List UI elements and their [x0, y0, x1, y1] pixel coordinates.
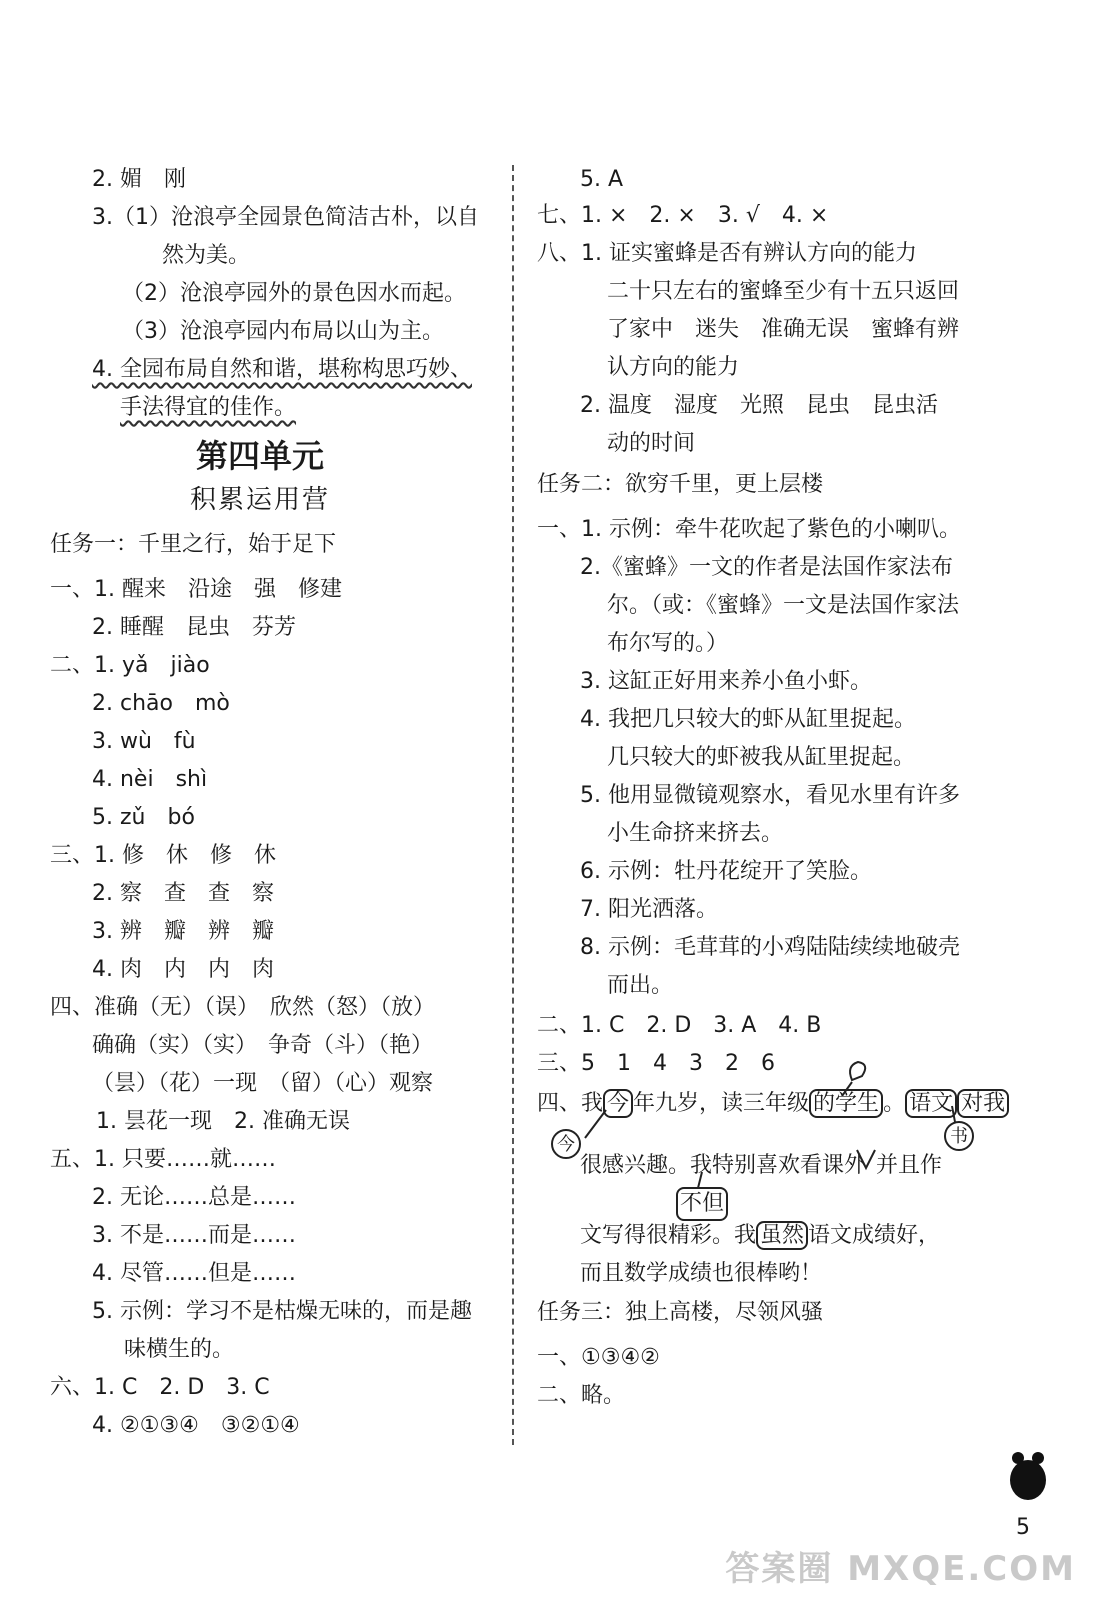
text-line: 五、1. 只要……就……	[50, 1147, 276, 1172]
text-line: （3）沧浪亭园内布局以山为主。	[122, 319, 444, 344]
text-line: 3. wù fù	[92, 729, 196, 754]
text-line: 认方向的能力	[607, 355, 740, 380]
text-line: 八、1. 证实蜜蜂是否有辨认方向的能力	[537, 241, 917, 266]
text-line: 2. 察 查 查 察	[92, 881, 274, 906]
text-line: 布尔写的。）	[607, 631, 729, 656]
text-line: 三、5 1 4 3 2 6	[537, 1051, 775, 1076]
text-line: 4. 肉 内 内 肉	[92, 957, 274, 982]
boxed-error: 虽然	[756, 1221, 808, 1250]
text-line: 4. ②①③④ ③②①④	[92, 1413, 300, 1438]
text-line: 了家中 迷失 准确无误 蜜蜂有辨	[607, 317, 960, 342]
text-line: 4. 尽管……但是……	[92, 1261, 296, 1286]
text-line: 一、1. 示例：牵牛花吹起了紫色的小喇叭。	[537, 517, 961, 542]
watermark: 答案圈 MXQE.COM	[725, 1549, 1076, 1589]
text-segment: 四、我	[537, 1091, 604, 1116]
text-segment: 年九岁，读三年级	[633, 1091, 810, 1116]
text-line: 六、1. C 2. D 3. C	[50, 1375, 270, 1400]
inserted-word: 不但	[676, 1187, 728, 1221]
text-line: 一、1. 醒来 沿途 强 修建	[50, 577, 342, 602]
text-line: 2. chāo mò	[92, 691, 230, 716]
text-line: 一、①③④②	[537, 1345, 660, 1370]
text-line: 5. A	[580, 167, 624, 192]
text-line: 2. 睡醒 昆虫 芬芳	[92, 615, 296, 640]
text-line: 确确（实）（实） 争奇（斗）（艳）	[92, 1033, 434, 1058]
correction-circle: 书	[944, 1121, 974, 1151]
text-segment: 并且作	[876, 1153, 943, 1178]
boxed-error: 对我	[957, 1089, 1009, 1118]
text-line: 七、1. × 2. × 3. √ 4. ×	[537, 203, 829, 228]
task-heading: 任务三：独上高楼，尽领风骚	[537, 1300, 824, 1325]
text-segment: 。	[883, 1091, 906, 1116]
text-line: 四、准确（无）（误） 欣然（怒）（放）	[50, 995, 436, 1020]
text-line: 三、1. 修 休 修 休	[50, 843, 276, 868]
text-line: 小生命挤来挤去。	[607, 821, 784, 846]
task-heading: 任务二：欲穷千里，更上层楼	[537, 472, 824, 497]
text-line: 4. 我把几只较大的虾从缸里捉起。	[580, 707, 916, 732]
text-line: 6. 示例：牡丹花绽开了笑脸。	[580, 859, 872, 884]
page-number: 5	[1016, 1515, 1030, 1540]
underlined-answer: 手法得宜的佳作。	[120, 395, 297, 420]
text-segment: 语文成绩好，	[808, 1223, 941, 1248]
text-line: 8. 示例：毛茸茸的小鸡陆陆续续地破壳	[580, 935, 960, 960]
text-line: （昙）（花）一现 （留）（心）观察	[92, 1071, 434, 1096]
text-line: 3. 辨 瓣 辨 瓣	[92, 919, 274, 944]
text-line: 然为美。	[162, 243, 251, 268]
proofread-line: 而且数学成绩也很棒哟！	[580, 1261, 823, 1286]
circled-error: 今	[603, 1089, 633, 1118]
text-line: 1. 昙花一现 2. 准确无误	[96, 1109, 350, 1134]
text-line: 二十只左右的蜜蜂至少有十五只返回	[607, 279, 960, 304]
text-line: 尔。（或：《蜜蜂》一文是法国作家法	[607, 593, 960, 618]
text-segment: 很感兴趣。我特别喜欢看课外	[580, 1153, 867, 1178]
underlined-answer: 4. 全园布局自然和谐，堪称构思巧妙、	[92, 357, 472, 382]
text-line: 7. 阳光洒落。	[580, 897, 718, 922]
text-line: 二、1. yǎ jiào	[50, 653, 210, 678]
boxed-error: 的学生	[809, 1089, 883, 1118]
text-line: 动的时间	[607, 431, 696, 456]
text-line: 4. nèi shì	[92, 767, 208, 792]
unit-title: 第四单元	[196, 437, 325, 475]
text-line: 3. 这缸正好用来养小鱼小虾。	[580, 669, 872, 694]
correction-circle: 今	[551, 1129, 581, 1159]
section-title: 积累运用营	[190, 485, 331, 515]
text-line: 2. 温度 湿度 光照 昆虫 昆虫活	[580, 393, 938, 418]
text-line: 3. 不是……而是……	[92, 1223, 296, 1248]
text-line: 2. 无论……总是……	[92, 1185, 296, 1210]
text-line: 几只较大的虾被我从缸里捉起。	[607, 745, 916, 770]
text-line: 2. 媚 刚	[92, 167, 186, 192]
text-line: 5. zǔ bó	[92, 805, 195, 830]
text-line: 二、略。	[537, 1383, 626, 1408]
text-line: 味横生的。	[124, 1337, 235, 1362]
boxed-error: 语文	[905, 1089, 957, 1118]
bear-logo-icon	[1008, 1450, 1048, 1502]
text-line: （2）沧浪亭园外的景色因水而起。	[122, 281, 466, 306]
text-line: 2.《蜜蜂》一文的作者是法国作家法布	[580, 555, 953, 580]
text-segment: 文写得很精彩。我	[580, 1223, 757, 1248]
text-line: 而出。	[607, 973, 674, 998]
text-line: 3.（1）沧浪亭全园景色简洁古朴，以自	[92, 205, 479, 230]
task-heading: 任务一：千里之行，始于足下	[50, 532, 337, 557]
text-line: 5. 示例：学习不是枯燥无味的，而是趣	[92, 1299, 472, 1324]
text-line: 5. 他用显微镜观察水，看见水里有许多	[580, 783, 960, 808]
text-line: 二、1. C 2. D 3. A 4. B	[537, 1013, 822, 1038]
